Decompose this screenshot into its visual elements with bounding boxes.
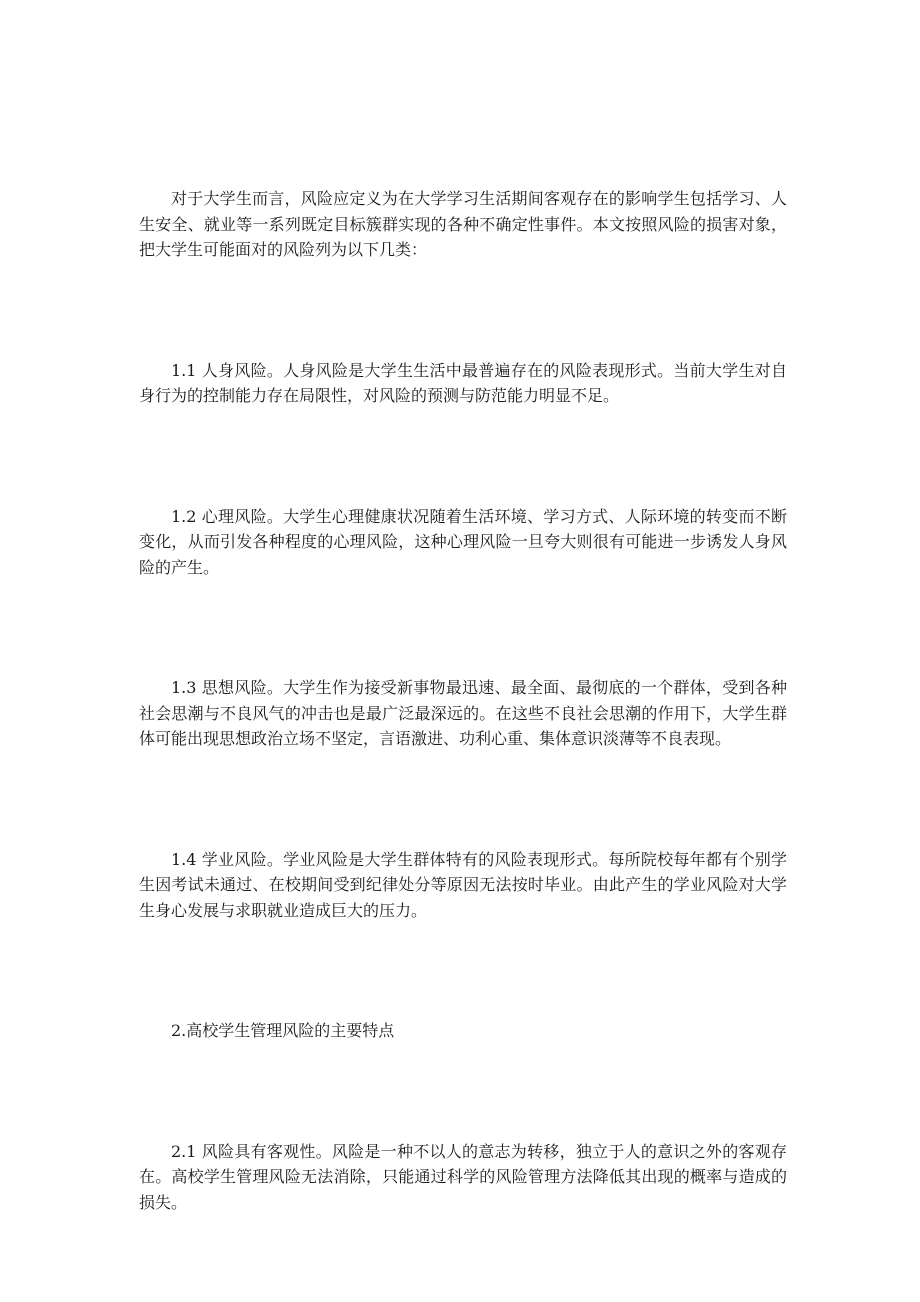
section-1-2-paragraph: 1.2 心理风险。大学生心理健康状况随着生活环境、学习方式、人际环境的转变而不断变化，从而引发各种程度的心理风险，这种心理风险一旦夸大则很有可能进一步诱发人身风险的产生。: [139, 506, 787, 577]
document-body: [139, 186, 787, 1215]
section-2-heading: 2.高校学生管理风险的主要特点: [171, 1021, 395, 1040]
intro-paragraph: 对于大学生而言，风险应定义为在大学学习生活期间客观存在的影响学生包括学习、人生安全、就业等一系列既定目标簇群实现的各种不确定性事件。本文按照风险的损害对象，把大学生可能面对的风险列为以下几类：: [139, 189, 787, 259]
section-1-4-paragraph: 1.4 学业风险。学业风险是大学生群体特有的风险表现形式。每所院校每年都有个别学生因考试未通过、在校期间受到纪律处分等原因无法按时毕业。由此产生的学业风险对大学生身心发展与求职就业造成巨大的压力。: [139, 849, 787, 920]
section-2-1-paragraph: 2.1 风险具有客观性。风险是一种不以人的意志为转移，独立于人的意识之外的客观存在。高校学生管理风险无法消除，只能通过科学的风险管理方法降低其出现的概率与造成的损失。: [139, 1141, 787, 1212]
section-1-3-paragraph: 1.3 思想风险。大学生作为接受新事物最迅速、最全面、最彻底的一个群体，受到各种社会思潮与不良风气的冲击也是最广泛最深远的。在这些不良社会思潮的作用下，大学生群体可能出现思想政治立场不坚定，言语激进、功利心重、集体意识淡薄等不良表现。: [139, 678, 787, 748]
section-1-1-paragraph: 1.1 人身风险。人身风险是大学生生活中最普遍存在的风险表现形式。当前大学生对自身行为的控制能力存在局限性，对风险的预测与防范能力明显不足。: [139, 360, 787, 405]
